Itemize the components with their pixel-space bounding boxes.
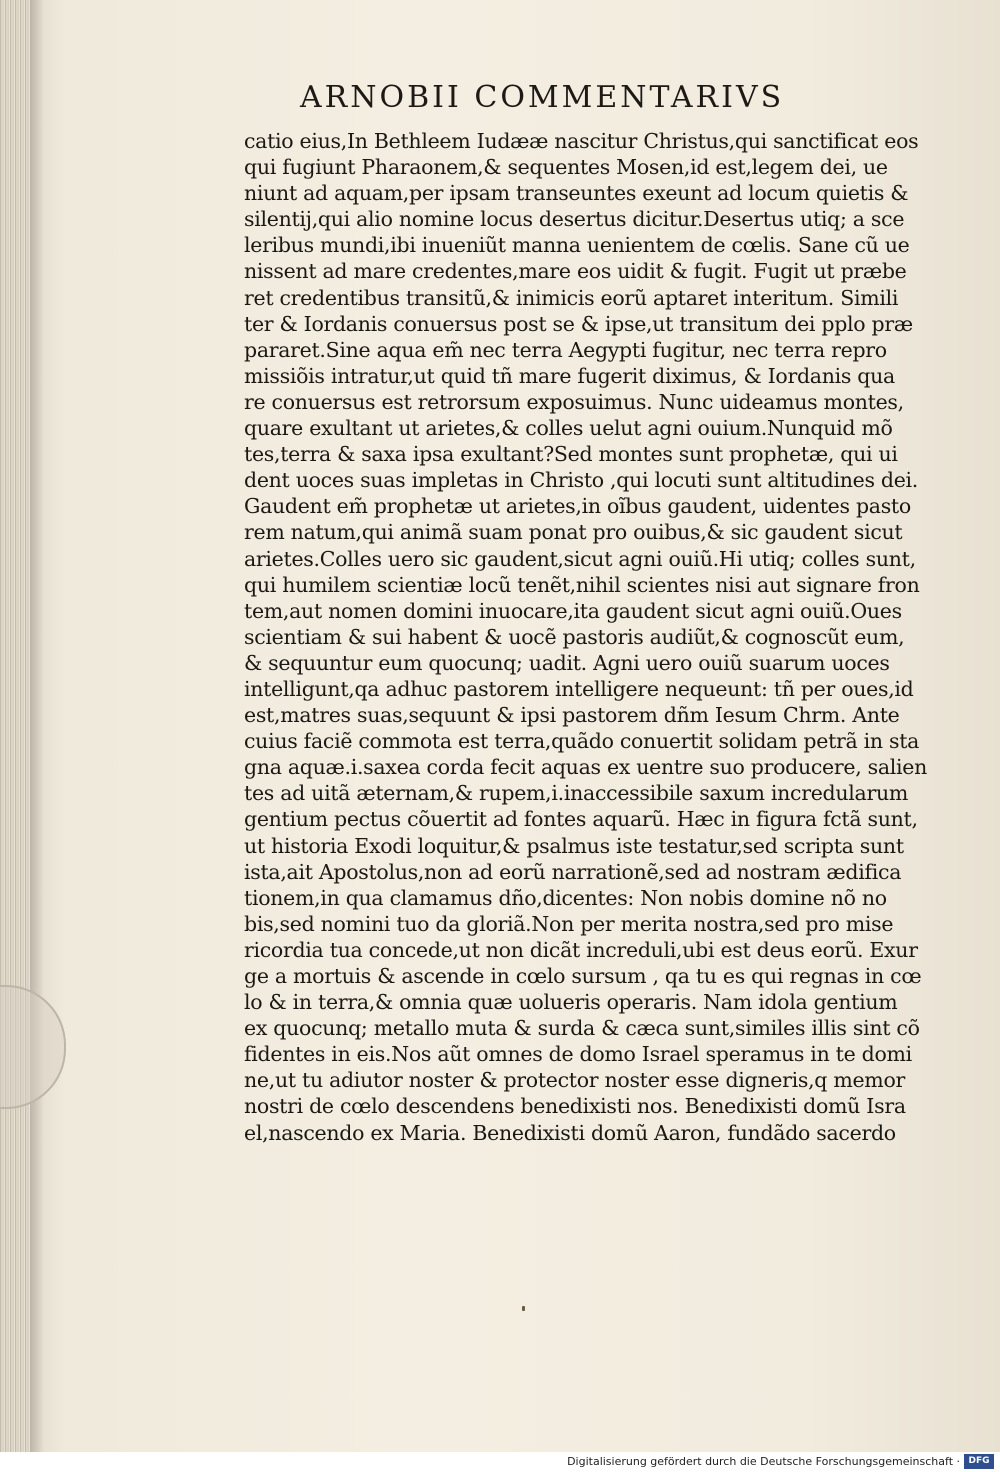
text-line: missiõis intratur,ut quid tñ mare fugerit diximus, & Iordanis qua	[244, 363, 895, 388]
text-line: & sequuntur eum quocunq; uadit. Agni uero ouiũ suarum uoces	[244, 650, 890, 675]
ink-mark	[522, 1306, 525, 1311]
text-line: niunt ad aquam,per ipsam transeuntes exeunt ad locum quietis &	[244, 181, 909, 206]
text-line: catio eius,In Bethleem Iudææ nascitur Christus,qui sanctificat eos	[244, 129, 919, 153]
text-line: ter & Iordanis conuersus post se & ipse,ut transitum dei pplo præ	[244, 311, 913, 336]
text-line: ista,ait Apostolus,non ad eorũ narrationẽ,sed ad nostram ædifica	[244, 859, 902, 884]
text-line: cuius faciẽ commota est terra,quãdo conuertit solidam petrã in sta	[244, 729, 920, 754]
text-line: ge a mortuis & ascende in cœlo sursum , qa tu es qui regnas in cœ	[244, 964, 922, 988]
text-line: el,nascendo ex Maria. Benedixisti domũ Aaron, fundãdo sacerdo	[244, 1120, 896, 1145]
text-line: gentium pectus cõuertit ad fontes aquarũ. Hæc in figura fctã sunt,	[244, 807, 918, 832]
text-line: dent uoces suas impletas in Christo ,qui locuti sunt altitudines dei.	[244, 468, 919, 493]
text-line: fidentes in eis.Nos aũt omnes de domo Israel speramus in te domi	[244, 1042, 912, 1067]
running-head: ARNOBII COMMENTARIVS	[300, 80, 785, 115]
text-line: scientiam & sui habent & uocẽ pastoris audiũt,& cognoscũt eum,	[244, 624, 905, 649]
text-line: ret credentibus transitũ,& inimicis eorũ aptaret interitum. Simili	[244, 285, 899, 310]
text-line: nissent ad mare credentes,mare eos uidit & fugit. Fugit ut præbe	[244, 259, 907, 284]
text-line: qui fugiunt Pharaonem,& sequentes Mosen,id est,legem dei, ue	[244, 155, 888, 180]
text-line: ricordia tua concede,ut non dicãt increduli,ubi est deus eorũ. Exur	[244, 937, 918, 962]
dfg-logo: DFG	[964, 1454, 994, 1469]
text-line: Gaudent em̃ prophetæ ut arietes,in oĩbus gaudent, uidentes pasto	[244, 494, 911, 519]
text-line: intelligunt,qa adhuc pastorem intelligere nequeunt: tñ per oues,id	[244, 676, 914, 701]
page-edges	[0, 0, 30, 1452]
digitization-footer	[0, 1452, 1000, 1472]
text-line: rem natum,qui animã suam ponat pro ouibus,& sic gaudent sicut	[244, 520, 903, 545]
funding-credit: Digitalisierung gefördert durch die Deutsche Forschungsgemeinschaft ·	[567, 1455, 960, 1468]
text-line: ex quocunq; metallo muta & surda & cæca sunt,similes illis sint cõ	[244, 1016, 920, 1041]
text-line: nostri de cœlo descendens benedixisti nos. Benedixisti domũ Isra	[244, 1094, 906, 1119]
gutter-shadow	[30, 0, 44, 1452]
text-line: pararet.Sine aqua em̃ nec terra Aegypti fugitur, nec terra repro	[244, 337, 887, 362]
text-line: re conuersus est retrorsum exposuimus. Nunc uideamus montes,	[244, 389, 904, 414]
text-line: ut historia Exodi loquitur,& psalmus iste testatur,sed scripta sunt	[244, 833, 904, 858]
text-line: tes ad uitã æternam,& rupem,i.inaccessibile saxum incredularum	[244, 781, 909, 806]
text-line: quare exultant ut arietes,& colles uelut agni ouium.Nunquid mõ	[244, 416, 893, 441]
text-line: gna aquæ.i.saxea corda fecit aquas ex uentre suo producere, salien	[244, 755, 928, 780]
text-line: silentij,qui alio nomine locus desertus dicitur.Desertus utiq; a sce	[244, 207, 905, 232]
text-line: arietes.Colles uero sic gaudent,sicut agni ouiũ.Hi utiq; colles sunt,	[244, 546, 916, 571]
text-line: est,matres suas,sequunt & ipsi pastorem dñm Iesum Chrm. Ante	[244, 703, 900, 728]
text-line: qui humilem scientiæ locũ tenẽt,nihil scientes nisi aut signare fron	[244, 572, 920, 597]
text-line: bis,sed nomini tuo da gloriã.Non per merita nostra,sed pro mise	[244, 911, 894, 936]
text-line: tes,terra & saxa ipsa exultant?Sed montes sunt prophetæ, qui ui	[244, 442, 898, 467]
text-line: tem,aut nomen domini inuocare,ita gaudent sicut agni ouiũ.Oues	[244, 598, 902, 623]
text-line: leribus mundi,ibi inueniũt manna uenientem de cœlis. Sane cũ ue	[244, 233, 910, 258]
text-line: tionem,in qua clamamus dño,dicentes: Non nobis domine nõ no	[244, 885, 887, 910]
text-line: ne,ut tu adiutor noster & protector noster esse digneris,q memor	[244, 1068, 905, 1093]
body-text	[244, 128, 944, 1146]
text-line: lo & in terra,& omnia quæ uolueris operaris. Nam idola gentium	[244, 990, 898, 1015]
